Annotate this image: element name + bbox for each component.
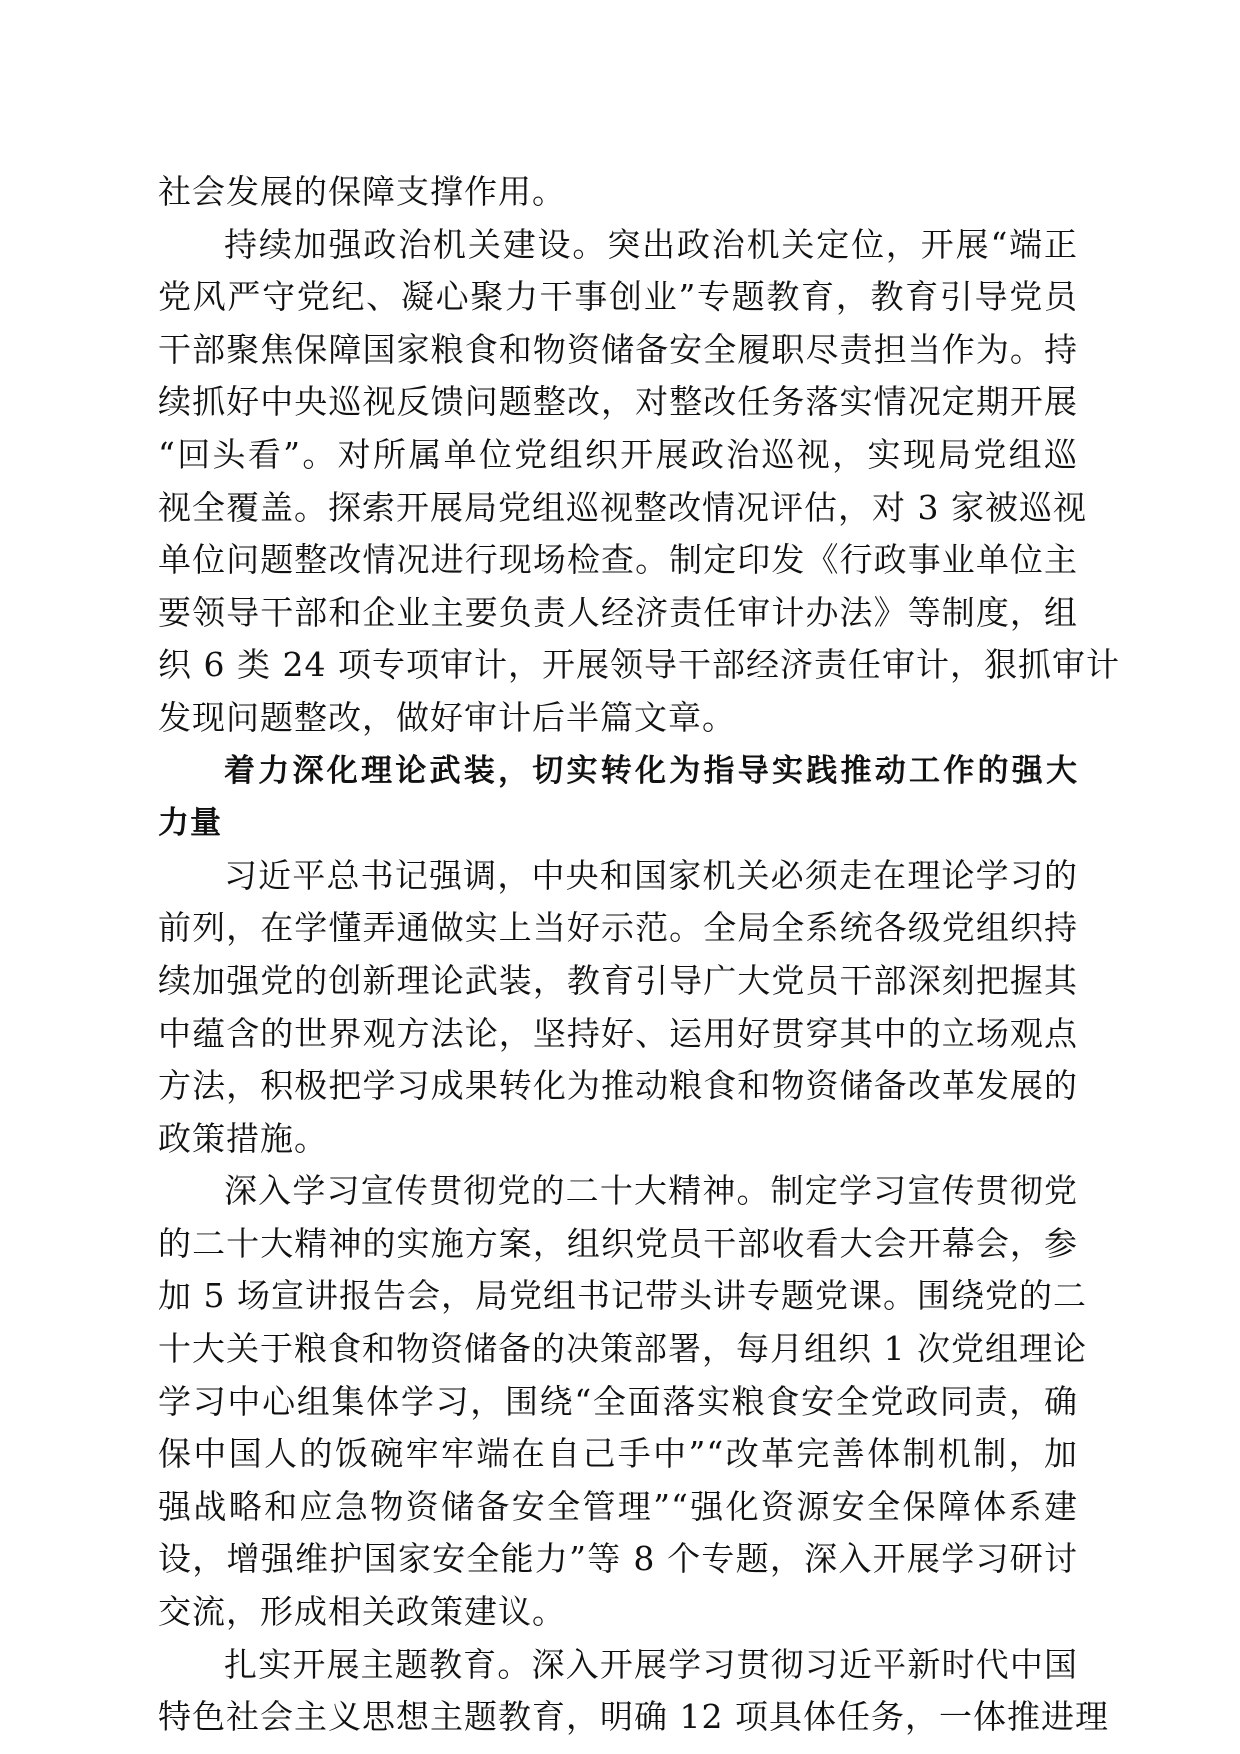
text-line: 发现问题整改，做好审计后半篇文章。 [158, 697, 736, 737]
text-line: 续加强党的创新理论武装，教育引导广大党员干部深刻把握其 [158, 960, 1078, 1000]
paragraph-start-line: 持续加强政治机关建设。突出政治机关定位，开展“端正 [224, 224, 1078, 264]
text-line: 强战略和应急物资储备安全管理”“强化资源安全保障体系建 [158, 1486, 1078, 1526]
text-line: 党风严守党纪、凝心聚力干事创业”专题教育，教育引导党员 [158, 277, 1078, 317]
section-heading: 力量 [158, 805, 222, 842]
text-line: “回头看”。对所属单位党组织开展政治巡视，实现局党组巡 [158, 434, 1078, 474]
paragraph-start-line: 扎实开展主题教育。深入开展学习贯彻习近平新时代中国 [224, 1644, 1078, 1684]
text-line: 要领导干部和企业主要负责人经济责任审计办法》等制度，组 [158, 592, 1078, 632]
text-line: 加 5 场宣讲报告会，局党组书记带头讲专题党课。围绕党的二 [158, 1276, 1087, 1316]
text-line: 十大关于粮食和物资储备的决策部署，每月组织 1 次党组理论 [158, 1329, 1087, 1369]
text-line: 织 6 类 24 项专项审计，开展领导干部经济责任审计，狠抓审计 [158, 645, 1120, 685]
text-line: 政策措施。 [158, 1118, 328, 1158]
text-line: 续抓好中央巡视反馈问题整改，对整改任务落实情况定期开展 [158, 382, 1078, 422]
text-line: 社会发展的保障支撑作用。 [158, 172, 566, 211]
text-line: 前列，在学懂弄通做实上当好示范。全局全系统各级党组织持 [158, 908, 1078, 948]
text-line: 视全覆盖。探索开展局党组巡视整改情况评估，对 3 家被巡视 [158, 487, 1087, 527]
text-line: 干部聚焦保障国家粮食和物资储备安全履职尽责担当作为。持 [158, 329, 1078, 369]
section-heading: 着力深化理论武装，切实转化为指导实践推动工作的强大 [224, 752, 1078, 789]
text-line: 特色社会主义思想主题教育，明确 12 项具体任务，一体推进理 [158, 1697, 1109, 1737]
text-line: 单位问题整改情况进行现场检查。制定印发《行政事业单位主 [158, 540, 1078, 580]
text-line: 方法，积极把学习成果转化为推动粮食和物资储备改革发展的 [158, 1066, 1078, 1106]
text-line: 学习中心组集体学习，围绕“全面落实粮食安全党政同责，确 [158, 1381, 1078, 1421]
paragraph-start-line: 习近平总书记强调，中央和国家机关必须走在理论学习的 [224, 855, 1078, 895]
text-line: 设，增强维护国家安全能力”等 8 个专题，深入开展学习研讨 [158, 1539, 1078, 1579]
text-line: 中蕴含的世界观方法论，坚持好、运用好贯穿其中的立场观点 [158, 1013, 1078, 1053]
text-line: 保中国人的饭碗牢牢端在自己手中”“改革完善体制机制，加 [158, 1434, 1078, 1474]
text-line: 交流，形成相关政策建议。 [158, 1592, 566, 1632]
paragraph-start-line: 深入学习宣传贯彻党的二十大精神。制定学习宣传贯彻党 [224, 1171, 1078, 1211]
document-body [158, 166, 1120, 1744]
text-line: 的二十大精神的实施方案，组织党员干部收看大会开幕会，参 [158, 1223, 1078, 1263]
